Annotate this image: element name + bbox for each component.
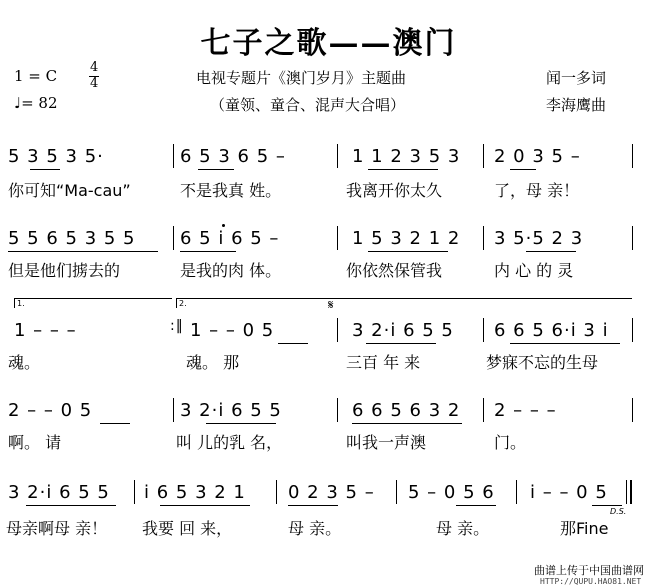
lyrics: 是我的肉 体。 (180, 261, 282, 280)
beam (100, 423, 130, 424)
lyrics: 叫 儿的乳 名， (176, 433, 283, 452)
volta-1-label: 1. (17, 299, 25, 308)
bar-line (483, 398, 484, 422)
lyrics: 但是他们掳去的 (8, 261, 121, 280)
high-octave-dot (222, 224, 225, 227)
bar-line (173, 398, 174, 422)
beam (30, 169, 60, 170)
lyrics: 那Fine (560, 519, 609, 538)
beam (160, 505, 250, 506)
subtitle: 电视专题片《澳门岁月》主题曲 (196, 69, 407, 87)
bar-line (626, 480, 627, 504)
measure-notes: 1 – – – (14, 320, 77, 341)
bar-line (632, 398, 633, 422)
measure-notes: 5 – 0 5 6 (408, 482, 495, 503)
beam (368, 251, 448, 252)
beam (368, 169, 438, 170)
beam (510, 169, 536, 170)
lyrics: 内 心 的 灵 (494, 261, 574, 280)
measure-notes: 5 5 6 5 3 5 5 (8, 228, 136, 249)
lyrics: 母 亲。 (436, 519, 490, 538)
repeat-sign: :‖ (170, 318, 184, 334)
beam (278, 343, 308, 344)
beam (352, 423, 462, 424)
volta-bracket-edge (14, 298, 15, 308)
lyrics: 啊。 请 (8, 433, 62, 452)
final-bar-line (630, 480, 632, 504)
measure-notes: i 6 5 3 2 1 (144, 482, 246, 503)
lyricist: 闻一多词 (546, 69, 607, 87)
measure-notes: 1 – – 0 5 (190, 320, 275, 341)
time-signature-bottom: 4 (90, 76, 99, 91)
lyrics: 三百 年 来 (346, 353, 421, 372)
bar-line (173, 226, 174, 250)
volta-bracket (176, 298, 632, 299)
segno-sign: 𝄋 (328, 298, 334, 313)
beam (180, 251, 236, 252)
lyrics: 你可知“Ma-cau” (8, 181, 131, 200)
key-signature: 1 = C (14, 67, 58, 85)
lyrics: 不是我真 姓。 (180, 181, 282, 200)
measure-notes: i – – 0 5 (530, 482, 608, 503)
beam (526, 251, 576, 252)
bar-line (632, 226, 633, 250)
measure-notes: 0 2 3 5 – (288, 482, 375, 503)
beam (8, 251, 158, 252)
beam (26, 505, 116, 506)
bar-line (134, 480, 135, 504)
beam (592, 505, 622, 506)
beam (510, 343, 620, 344)
bar-line (483, 226, 484, 250)
lyrics: 魂。 (8, 353, 41, 372)
bar-line (337, 398, 338, 422)
bar-line (276, 480, 277, 504)
beam (366, 343, 436, 344)
measure-notes: 3 5·5 2 3 (494, 228, 584, 249)
lyrics: 梦寐不忘的生母 (486, 353, 599, 372)
bar-line (337, 144, 338, 168)
measure-notes: 3 2·i 6 5 5 (352, 320, 454, 341)
volta-2-label: 2. (179, 299, 187, 308)
bar-line (173, 144, 174, 168)
lyrics: 了，母 亲！ (494, 181, 580, 200)
source-site: 曲谱上传于中国曲谱网 (534, 564, 644, 577)
dal-segno-marking: D.S. (610, 507, 627, 516)
measure-notes: 3 2·i 6 5 5 (180, 400, 282, 421)
lyrics: 你依然保管我 (346, 261, 443, 280)
measure-notes: 2 – – – (494, 400, 557, 421)
composer: 李海鹰曲 (546, 96, 607, 114)
measure-notes: 2 – – 0 5 (8, 400, 93, 421)
bar-line (483, 318, 484, 342)
measure-notes: 6 6 5 6 3 2 (352, 400, 461, 421)
lyrics: 魂。 那 (186, 353, 240, 372)
bar-line (632, 318, 633, 342)
measure-notes: 1 5 3 2 1 2 (352, 228, 461, 249)
beam (456, 505, 496, 506)
performance-note: （童领、童合、混声大合唱） (210, 96, 406, 114)
beam (198, 169, 234, 170)
source-url[interactable]: HTTP://QUPU.HAO81.NET (540, 577, 642, 586)
bar-line (337, 226, 338, 250)
volta-bracket-edge (176, 298, 177, 308)
time-signature-top: 4 (90, 60, 99, 75)
bar-line (337, 318, 338, 342)
lyrics: 我离开你太久 (346, 181, 443, 200)
lyrics: 母 亲。 (288, 519, 342, 538)
bar-line (516, 480, 517, 504)
bar-line (483, 144, 484, 168)
measure-notes: 5 3 5 3 5· (8, 146, 104, 167)
measure-notes: 6 5 i 6 5 – (180, 228, 280, 249)
lyrics: 门。 (494, 433, 527, 452)
measure-notes: 3 2·i 6 5 5 (8, 482, 110, 503)
measure-notes: 6 6 5 6·i 3 i (494, 320, 609, 341)
bar-line (632, 144, 633, 168)
beam (206, 423, 276, 424)
measure-notes: 1 1 2 3 5 3 (352, 146, 461, 167)
tempo-marking: ♩= 82 (14, 94, 58, 112)
lyrics: 我要 回 来， (142, 519, 233, 538)
measure-notes: 2 0 3 5 – (494, 146, 581, 167)
lyrics: 母亲啊母 亲！ (6, 519, 108, 538)
volta-bracket (14, 298, 172, 299)
song-title: 七子之歌——澳门 (200, 26, 457, 61)
beam (288, 505, 338, 506)
measure-notes: 6 5 3 6 5 – (180, 146, 286, 167)
lyrics: 叫我一声澳 (346, 433, 427, 452)
bar-line (396, 480, 397, 504)
